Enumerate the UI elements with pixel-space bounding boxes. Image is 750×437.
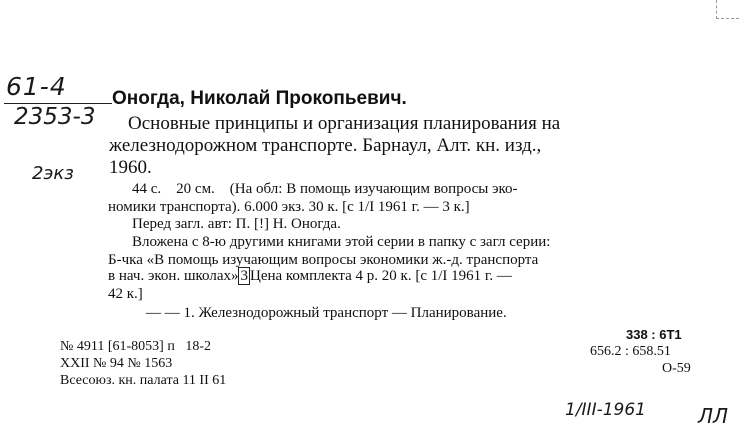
note-series-line-2: Б-чка «В помощь изучающим вопросы экономики ж.-д. транспорта xyxy=(108,252,539,268)
subject-tracing: — — 1. Железнодорожный транспорт — Планирование. xyxy=(146,305,507,321)
title-line-2: железнодорожном транспорте. Барнаул, Алт. кн. изд., xyxy=(109,135,542,156)
classification-udc: 338 : 6Т1 xyxy=(626,327,682,342)
author-heading: Оногда, Николай Прокопьевич. xyxy=(112,88,407,109)
handwritten-call-number-bottom: 2353-3 xyxy=(14,104,96,130)
title-line-1: Основные принципы и организация планирования на xyxy=(128,113,561,134)
handwritten-call-number-top: 61-4 xyxy=(6,72,67,101)
author-mark: О-59 xyxy=(662,361,691,376)
handwritten-date-note: 1/III-1961 xyxy=(565,400,646,420)
handwritten-copies-note: 2экз xyxy=(32,163,74,184)
price-text: Цена комплекта 4 р. 20 к. [с 1/I 1961 г. — xyxy=(249,268,512,284)
registry-chamber-line: Всесоюз. кн. палата 11 II 61 xyxy=(60,373,227,388)
handwritten-correction-mark: 3 xyxy=(240,268,248,284)
note-author-form: Перед загл. авт: П. [!] Н. Оногда. xyxy=(132,216,341,232)
handwritten-initials: ЛЛ xyxy=(698,404,729,428)
series-school-text: в нач. экон. школах» xyxy=(108,268,239,284)
card-corner-mark xyxy=(716,0,739,19)
collation-line-2: номики транспорта). 6.000 экз. 30 к. [с 1/I 1961 г. — 3 к.] xyxy=(108,199,470,215)
note-series-line-4: 42 к.] xyxy=(108,286,143,302)
registry-number-line: № 4911 [61-8053] п 18-2 xyxy=(60,339,211,354)
note-series-line-1: Вложена с 8-ю другими книгами этой серии в папку с загл серии: xyxy=(132,234,551,250)
collation-line-1: 44 с. 20 см. (На обл: В помощь изучающим вопросы эко- xyxy=(132,181,518,197)
title-line-3: 1960. xyxy=(109,157,152,178)
classification-secondary: 656.2 : 658.51 xyxy=(590,344,671,359)
registry-volume-line: XXII № 94 № 1563 xyxy=(60,356,173,371)
note-series-line-3 xyxy=(108,268,512,285)
